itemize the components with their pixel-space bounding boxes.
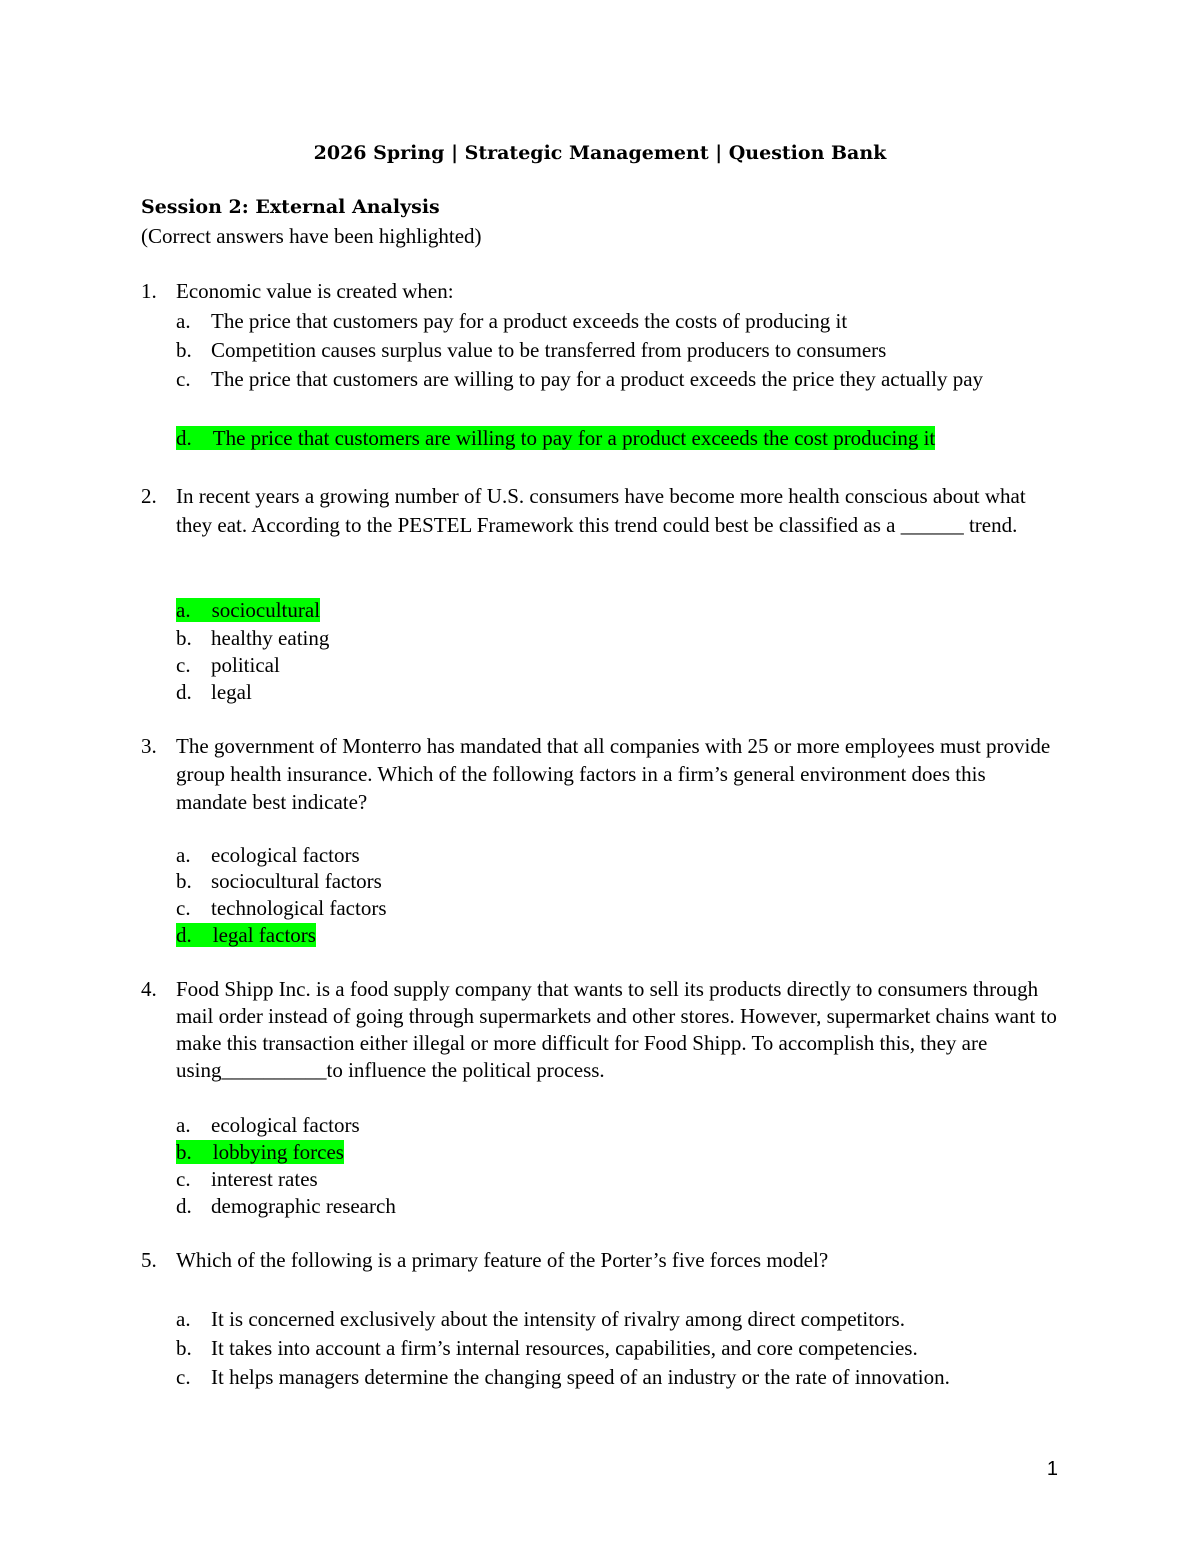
option-text: ecological factors [211, 1113, 360, 1137]
option-letter: c. [176, 1167, 191, 1191]
option-text: It is concerned exclusively about the intensity of rivalry among direct competitors. [211, 1307, 905, 1331]
option-letter: b. [176, 338, 192, 362]
question-text: Food Shipp Inc. is a food supply company that wants to sell its products directly to consumers through mail order instead of going through supermarkets and other stores. However, supermarket chains want to make this transaction either illegal or more difficult for Food Shipp. To accomplish this, they are using__________to influence the political process. [176, 977, 1057, 1082]
q2-option-b [176, 624, 1056, 652]
option-text: lobbying forces [212, 1140, 344, 1164]
page-number: 1 [1046, 1458, 1058, 1480]
option-letter: b. [176, 1336, 192, 1360]
correct-answer-highlight [176, 426, 935, 450]
q1-option-a [176, 307, 1056, 335]
option-letter: a. [176, 309, 191, 333]
question-number: 1. [141, 279, 157, 303]
q3-option-a [176, 841, 1056, 869]
option-text: The price that customers are willing to pay for a product exceeds the price they actually pay [211, 367, 984, 391]
question-4 [141, 976, 1061, 1084]
question-number: 3. [141, 734, 157, 758]
q1-option-d-correct [176, 424, 1026, 452]
question-number: 4. [141, 977, 157, 1001]
option-letter: c. [176, 896, 191, 920]
option-text: The price that customers are willing to pay for a product exceeds the cost producing it [212, 426, 936, 450]
question-text: The government of Monterro has mandated that all companies with 25 or more employees must provide group health insurance. Which of the following factors in a firm’s general environment does this mandate best indicate? [176, 734, 1051, 814]
option-letter: c. [176, 367, 191, 391]
correct-answer-highlight [176, 923, 316, 947]
option-text: interest rates [211, 1167, 318, 1191]
question-1 [141, 277, 1061, 306]
option-text: ecological factors [211, 843, 360, 867]
option-letter: a. [176, 843, 191, 867]
q3-option-c [176, 894, 1056, 922]
option-text: technological factors [211, 896, 387, 920]
correct-answer-highlight [176, 1140, 344, 1164]
question-3 [141, 732, 1061, 816]
option-letter: d. [176, 426, 192, 450]
option-text: It helps managers determine the changing speed of an industry or the rate of innovation. [211, 1365, 950, 1389]
option-letter: d. [176, 680, 192, 704]
option-letter: b. [176, 869, 192, 893]
q1-option-b [176, 336, 1056, 364]
question-text: In recent years a growing number of U.S. consumers have become more health conscious about what they eat. According to the PESTEL Framework this trend could best be classified as a ______ trend. [176, 484, 1026, 537]
session-heading: Session 2: External Analysis [141, 196, 440, 218]
option-text: It takes into account a firm’s internal resources, capabilities, and core competencies. [211, 1336, 918, 1360]
option-letter: a. [176, 598, 191, 622]
question-5 [141, 1246, 1061, 1275]
answers-note: (Correct answers have been highlighted) [141, 224, 482, 248]
q4-option-d [176, 1192, 1056, 1220]
option-letter: d. [176, 1194, 192, 1218]
q1-option-c [176, 365, 1056, 393]
option-text: Competition causes surplus value to be transferred from producers to consumers [211, 338, 887, 362]
option-text: healthy eating [211, 626, 330, 650]
q5-option-a [176, 1305, 1056, 1333]
option-text: legal factors [212, 923, 316, 947]
question-text: Which of the following is a primary feature of the Porter’s five forces model? [176, 1248, 829, 1272]
option-text: The price that customers pay for a product exceeds the costs of producing it [211, 309, 848, 333]
option-text: sociocultural [211, 598, 321, 622]
option-text: political [211, 653, 280, 677]
q3-option-d-correct [176, 921, 1056, 949]
option-text: legal [211, 680, 252, 704]
question-number: 5. [141, 1248, 157, 1272]
option-letter: b. [176, 1140, 192, 1164]
option-letter: a. [176, 1113, 191, 1137]
option-letter: c. [176, 653, 191, 677]
q3-option-b [176, 867, 1056, 895]
q5-option-b [176, 1334, 1056, 1362]
correct-answer-highlight [176, 598, 320, 622]
option-text: demographic research [211, 1194, 396, 1218]
q4-option-a [176, 1111, 1056, 1139]
option-text: sociocultural factors [211, 869, 382, 893]
q2-option-d [176, 678, 1056, 706]
question-text: Economic value is created when: [176, 279, 454, 303]
q4-option-c [176, 1165, 1056, 1193]
document-title: 2026 Spring | Strategic Management | Question Bank [313, 142, 887, 164]
question-2 [141, 482, 1061, 540]
question-number: 2. [141, 484, 157, 508]
option-letter: d. [176, 923, 192, 947]
q2-option-c [176, 651, 1056, 679]
option-letter: b. [176, 626, 192, 650]
q2-option-a-correct [176, 596, 1056, 624]
option-letter: a. [176, 1307, 191, 1331]
q4-option-b-correct [176, 1138, 1056, 1166]
option-letter: c. [176, 1365, 191, 1389]
q5-option-c [176, 1363, 1056, 1391]
